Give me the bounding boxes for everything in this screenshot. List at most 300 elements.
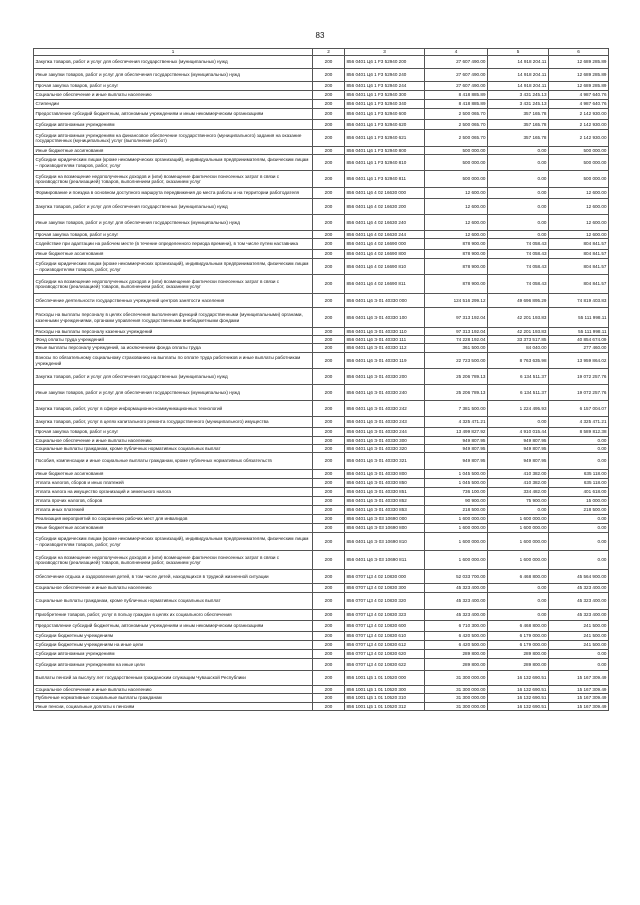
row-name-cell: Субсидии на возмещение недополученных доходов и (или) возмещение фактически понесенных затрат в связи с производством (реализацией) товаров, выполнением работ, оказанием услуг: [34, 171, 313, 188]
row-name-cell: Предоставление субсидий бюджетным, автономным учреждениям и иным некоммерческим организациям: [34, 621, 313, 632]
table-row: [34, 445, 609, 453]
row-approved-amount-cell: 97 313 192.04: [425, 328, 488, 336]
row-classification-code-cell: 856 0707 Ц3 4 02 10830 610: [345, 632, 425, 641]
table-row: [34, 385, 609, 401]
table-row: [34, 369, 609, 385]
row-code-cell: 200: [313, 109, 345, 120]
row-executed-amount-cell: 14 918 204.11: [488, 82, 549, 91]
row-name-cell: Социальное обеспечение и иные выплаты населению: [34, 584, 313, 593]
row-classification-code-cell: 856 0401 Ц6 Э 01 40330 000: [345, 294, 425, 308]
row-approved-amount-cell: 1 600 000.00: [425, 515, 488, 524]
table-row: [34, 294, 609, 308]
row-name-cell: Взносы по обязательному социальному страхованию на выплаты по оплате труда работников и иные выплаты работникам учреждений: [34, 353, 313, 369]
row-unexecuted-amount-cell: 15 167 309.49: [549, 703, 609, 711]
table-row: [34, 344, 609, 353]
row-executed-amount-cell: 16 132 690.51: [488, 703, 549, 711]
row-code-cell: 200: [313, 497, 345, 506]
row-classification-code-cell: 856 0401 Ц6 Э 01 40330 200: [345, 369, 425, 385]
row-approved-amount-cell: 949 807.95: [425, 437, 488, 445]
row-classification-code-cell: 856 0401 Ц6 Э 01 40330 800: [345, 470, 425, 479]
row-classification-code-cell: 856 0401 Ц6 Э 01 40330 100: [345, 308, 425, 328]
row-unexecuted-amount-cell: 277 460.00: [549, 344, 609, 353]
row-unexecuted-amount-cell: 45 564 900.00: [549, 570, 609, 584]
row-executed-amount-cell: 357 165.78: [488, 130, 549, 147]
row-code-cell: 200: [313, 584, 345, 593]
row-unexecuted-amount-cell: 0.00: [549, 515, 609, 524]
table-row: [34, 479, 609, 488]
row-code-cell: 200: [313, 91, 345, 100]
row-code-cell: 200: [313, 453, 345, 470]
table-row: [34, 199, 609, 215]
row-name-cell: Субсидии бюджетным учреждениям: [34, 632, 313, 641]
row-code-cell: 200: [313, 506, 345, 515]
row-code-cell: 200: [313, 155, 345, 171]
row-executed-amount-cell: 0.00: [488, 188, 549, 199]
row-approved-amount-cell: 31 300 000.00: [425, 686, 488, 694]
column-header-5: 5: [488, 49, 549, 56]
row-unexecuted-amount-cell: 45 323 400.00: [549, 584, 609, 593]
row-code-cell: 200: [313, 369, 345, 385]
row-approved-amount-cell: 45 323 400.00: [425, 584, 488, 593]
table-row: [34, 659, 609, 671]
table-row: [34, 428, 609, 437]
row-classification-code-cell: 856 0401 Ц6 Э 03 10690 800: [345, 524, 425, 533]
row-name-cell: Содействие при адаптации на рабочем месте (в течение определенного периода времени), в том числе путем наставника: [34, 239, 313, 250]
row-executed-amount-cell: 289 800.00: [488, 659, 549, 671]
row-code-cell: 200: [313, 328, 345, 336]
row-classification-code-cell: 856 0707 Ц3 4 02 10830 600: [345, 621, 425, 632]
row-classification-code-cell: 856 0401 Ц6 Э 01 40330 110: [345, 328, 425, 336]
row-unexecuted-amount-cell: 241 500.00: [549, 621, 609, 632]
row-approved-amount-cell: 12 600.00: [425, 231, 488, 239]
row-executed-amount-cell: 1 600 000.00: [488, 551, 549, 570]
row-name-cell: Социальные выплаты гражданам, кроме публичных нормативных социальных выплат: [34, 593, 313, 610]
row-approved-amount-cell: 90 900.00: [425, 497, 488, 506]
row-approved-amount-cell: 74 228 192.04: [425, 336, 488, 344]
table-row: [34, 171, 609, 188]
table-row: [34, 488, 609, 497]
row-name-cell: Социальное обеспечение и иные выплаты населению: [34, 437, 313, 445]
row-name-cell: Субсидии автономным учреждениям на финансовое обеспечение государственного (муниципального) задания на оказание государственных (муниципальных) услуг (выполнение работ): [34, 130, 313, 147]
row-code-cell: 200: [313, 239, 345, 250]
row-unexecuted-amount-cell: 0.00: [549, 659, 609, 671]
table-row: [34, 275, 609, 294]
row-approved-amount-cell: 1 600 000.00: [425, 551, 488, 570]
row-unexecuted-amount-cell: 500 000.00: [549, 171, 609, 188]
row-unexecuted-amount-cell: 0.00: [549, 551, 609, 570]
row-executed-amount-cell: 6 468 800.00: [488, 621, 549, 632]
row-classification-code-cell: 856 0401 Ц6 Э 01 40330 242: [345, 401, 425, 417]
row-executed-amount-cell: 0.00: [488, 417, 549, 428]
row-executed-amount-cell: 74 058.43: [488, 259, 549, 275]
row-code-cell: 200: [313, 120, 345, 130]
row-classification-code-cell: 856 0401 Ц6 1 F3 52940 200: [345, 56, 425, 69]
row-approved-amount-cell: 361 500.00: [425, 344, 488, 353]
row-classification-code-cell: 856 0401 Ц6 Э 03 10690 811: [345, 551, 425, 570]
row-classification-code-cell: 856 0401 Ц6 4 02 16630 244: [345, 231, 425, 239]
row-executed-amount-cell: 74 058.43: [488, 250, 549, 259]
row-approved-amount-cell: 289 800.00: [425, 659, 488, 671]
row-unexecuted-amount-cell: 74 819 403.83: [549, 294, 609, 308]
row-name-cell: Реализация мероприятий по сохранению рабочих мест для инвалидов: [34, 515, 313, 524]
row-unexecuted-amount-cell: 804 841.57: [549, 250, 609, 259]
row-classification-code-cell: 856 0401 Ц6 Э 01 40330 850: [345, 479, 425, 488]
row-name-cell: Субсидии юридическим лицам (кроме некоммерческих организаций), индивидуальным предпринимателям, физическим лицам – производителям товаров, работ, услуг: [34, 155, 313, 171]
row-approved-amount-cell: 949 807.95: [425, 453, 488, 470]
row-unexecuted-amount-cell: 2 142 930.00: [549, 130, 609, 147]
row-executed-amount-cell: 6 134 511.37: [488, 369, 549, 385]
row-classification-code-cell: 856 0401 Ц6 4 02 16630 000: [345, 188, 425, 199]
row-unexecuted-amount-cell: 0.00: [549, 453, 609, 470]
row-executed-amount-cell: 14 918 204.11: [488, 56, 549, 69]
row-code-cell: 200: [313, 632, 345, 641]
row-unexecuted-amount-cell: 15 167 309.49: [549, 694, 609, 703]
row-unexecuted-amount-cell: 12 600.00: [549, 231, 609, 239]
row-name-cell: Уплата прочих налогов, сборов: [34, 497, 313, 506]
row-approved-amount-cell: 8 418 885.89: [425, 91, 488, 100]
row-executed-amount-cell: 3 431 245.13: [488, 100, 549, 109]
row-classification-code-cell: 856 0707 Ц3 4 02 10830 612: [345, 641, 425, 650]
table-row: [34, 259, 609, 275]
table-row: [34, 336, 609, 344]
row-name-cell: Закупка товаров, работ и услуг для обеспечения государственных (муниципальных) нужд: [34, 199, 313, 215]
row-classification-code-cell: 856 0401 Ц6 1 F3 52940 244: [345, 82, 425, 91]
row-unexecuted-amount-cell: 804 841.57: [549, 259, 609, 275]
row-approved-amount-cell: 2 500 065.70: [425, 120, 488, 130]
row-unexecuted-amount-cell: 6 157 004.07: [549, 401, 609, 417]
row-code-cell: 200: [313, 259, 345, 275]
row-unexecuted-amount-cell: 45 323 400.00: [549, 593, 609, 610]
row-approved-amount-cell: 12 600.00: [425, 215, 488, 231]
row-classification-code-cell: 856 0401 Ц6 1 F3 52940 340: [345, 100, 425, 109]
row-name-cell: Иные пенсии, социальные доплаты к пенсиям: [34, 703, 313, 711]
row-approved-amount-cell: 1 600 000.00: [425, 524, 488, 533]
table-row: [34, 533, 609, 551]
row-name-cell: Прочая закупка товаров, работ и услуг: [34, 428, 313, 437]
row-name-cell: Уплата налога на имущество организаций и земельного налога: [34, 488, 313, 497]
row-executed-amount-cell: 0.00: [488, 610, 549, 621]
table-row: [34, 155, 609, 171]
row-executed-amount-cell: 1 600 000.00: [488, 533, 549, 551]
row-code-cell: 200: [313, 294, 345, 308]
row-approved-amount-cell: 500 000.00: [425, 147, 488, 155]
row-approved-amount-cell: 45 323 400.00: [425, 593, 488, 610]
row-unexecuted-amount-cell: 19 072 257.76: [549, 385, 609, 401]
table-row: [34, 453, 609, 470]
row-classification-code-cell: 856 1001 Ц5 1 01 10520 312: [345, 703, 425, 711]
row-code-cell: 200: [313, 671, 345, 686]
column-header-2: 2: [313, 49, 345, 56]
row-name-cell: Социальные выплаты гражданам, кроме публичных нормативных социальных выплат: [34, 445, 313, 453]
row-unexecuted-amount-cell: 0.00: [549, 437, 609, 445]
table-row: [34, 621, 609, 632]
row-code-cell: 200: [313, 130, 345, 147]
row-name-cell: Фонд оплаты труда учреждений: [34, 336, 313, 344]
table-row: [34, 231, 609, 239]
row-approved-amount-cell: 218 500.00: [425, 506, 488, 515]
row-unexecuted-amount-cell: 241 500.00: [549, 632, 609, 641]
row-code-cell: 200: [313, 100, 345, 109]
row-name-cell: Субсидии автономным учреждениям: [34, 650, 313, 659]
row-approved-amount-cell: 1 045 500.00: [425, 479, 488, 488]
table-row: [34, 100, 609, 109]
row-unexecuted-amount-cell: 0.00: [549, 650, 609, 659]
row-name-cell: Социальное обеспечение и иные выплаты населению: [34, 686, 313, 694]
table-row: [34, 686, 609, 694]
row-name-cell: Выплаты пенсий за выслугу лет государственным гражданским служащим Чувашской Республики: [34, 671, 313, 686]
table-body: [34, 56, 609, 711]
column-header-4: 4: [425, 49, 488, 56]
row-unexecuted-amount-cell: 45 323 400.00: [549, 610, 609, 621]
row-code-cell: 200: [313, 533, 345, 551]
row-approved-amount-cell: 13 499 827.92: [425, 428, 488, 437]
table-row: [34, 215, 609, 231]
row-unexecuted-amount-cell: 2 142 930.00: [549, 109, 609, 120]
row-unexecuted-amount-cell: 804 841.57: [549, 239, 609, 250]
row-code-cell: 200: [313, 344, 345, 353]
row-name-cell: Обеспечение отдыха и оздоровления детей, в том числе детей, находящихся в трудной жизненной ситуации: [34, 570, 313, 584]
row-approved-amount-cell: 878 900.00: [425, 239, 488, 250]
row-unexecuted-amount-cell: 55 111 998.11: [549, 328, 609, 336]
table-row: [34, 353, 609, 369]
row-approved-amount-cell: 8 418 885.89: [425, 100, 488, 109]
table-row: [34, 437, 609, 445]
row-approved-amount-cell: 31 300 000.00: [425, 671, 488, 686]
row-name-cell: Расходы на выплаты персоналу казенных учреждений: [34, 328, 313, 336]
row-code-cell: 200: [313, 570, 345, 584]
row-approved-amount-cell: 1 045 500.00: [425, 470, 488, 479]
table-row: [34, 524, 609, 533]
row-classification-code-cell: 856 0401 Ц6 Э 01 40330 112: [345, 344, 425, 353]
row-name-cell: Прочая закупка товаров, работ и услуг: [34, 82, 313, 91]
table-row: [34, 56, 609, 69]
row-executed-amount-cell: 6 179 000.00: [488, 641, 549, 650]
row-approved-amount-cell: 1 600 000.00: [425, 533, 488, 551]
table-row: [34, 239, 609, 250]
page-number: 83: [315, 31, 325, 40]
table-row: [34, 641, 609, 650]
row-classification-code-cell: 856 0401 Ц6 4 02 16630 240: [345, 215, 425, 231]
row-unexecuted-amount-cell: 0.00: [549, 524, 609, 533]
row-name-cell: Иные бюджетные ассигнования: [34, 470, 313, 479]
row-classification-code-cell: 856 0707 Ц3 4 02 10830 323: [345, 610, 425, 621]
row-code-cell: 200: [313, 437, 345, 445]
row-classification-code-cell: 856 0401 Ц6 4 02 16690 000: [345, 239, 425, 250]
table-row: [34, 671, 609, 686]
row-executed-amount-cell: 357 165.78: [488, 109, 549, 120]
row-classification-code-cell: 856 0401 Ц6 4 02 16630 200: [345, 199, 425, 215]
row-approved-amount-cell: 124 516 299.12: [425, 294, 488, 308]
row-classification-code-cell: 856 0401 Ц6 Э 01 40330 240: [345, 385, 425, 401]
table-row: [34, 109, 609, 120]
row-name-cell: Уплата налогов, сборов и иных платежей: [34, 479, 313, 488]
row-executed-amount-cell: 74 058.43: [488, 275, 549, 294]
row-classification-code-cell: 856 0707 Ц3 4 02 10830 000: [345, 570, 425, 584]
row-classification-code-cell: 856 0401 Ц6 4 02 16690 800: [345, 250, 425, 259]
row-classification-code-cell: 856 0401 Ц6 1 F3 52940 810: [345, 155, 425, 171]
table-row: [34, 147, 609, 155]
row-approved-amount-cell: 97 313 192.04: [425, 308, 488, 328]
row-name-cell: Закупка товаров, работ и услуг для обеспечения государственных (муниципальных) нужд: [34, 56, 313, 69]
row-executed-amount-cell: 16 132 690.51: [488, 694, 549, 703]
row-executed-amount-cell: 410 382.00: [488, 470, 549, 479]
row-name-cell: Субсидии автономным учреждениям на иные цели: [34, 659, 313, 671]
row-code-cell: 200: [313, 524, 345, 533]
row-classification-code-cell: 856 0401 Ц6 Э 01 40330 111: [345, 336, 425, 344]
row-executed-amount-cell: 0.00: [488, 215, 549, 231]
row-name-cell: Социальное обеспечение и иные выплаты населению: [34, 91, 313, 100]
table-row: [34, 584, 609, 593]
row-classification-code-cell: 856 0401 Ц6 1 F3 52940 600: [345, 109, 425, 120]
table-row: [34, 250, 609, 259]
table-row: [34, 506, 609, 515]
row-classification-code-cell: 856 0401 Ц6 1 F3 52940 811: [345, 171, 425, 188]
row-approved-amount-cell: 6 420 500.00: [425, 632, 488, 641]
row-executed-amount-cell: 42 201 193.83: [488, 328, 549, 336]
row-unexecuted-amount-cell: 0.00: [549, 533, 609, 551]
row-approved-amount-cell: 27 607 490.00: [425, 69, 488, 82]
row-code-cell: 200: [313, 215, 345, 231]
row-executed-amount-cell: 1 600 000.00: [488, 524, 549, 533]
row-code-cell: 200: [313, 593, 345, 610]
row-unexecuted-amount-cell: 8 589 812.38: [549, 428, 609, 437]
row-code-cell: 200: [313, 275, 345, 294]
row-executed-amount-cell: 0.00: [488, 171, 549, 188]
row-code-cell: 200: [313, 308, 345, 328]
table-row: [34, 570, 609, 584]
row-name-cell: Формирование и поездка в основном доступного маршрута передвижения до места работы и на территории работодателя: [34, 188, 313, 199]
row-code-cell: 200: [313, 56, 345, 69]
row-name-cell: Прочая закупка товаров, работ и услуг: [34, 231, 313, 239]
table-row: [34, 650, 609, 659]
row-classification-code-cell: 856 0401 Ц6 1 F3 52940 800: [345, 147, 425, 155]
table-row: [34, 515, 609, 524]
row-code-cell: 200: [313, 82, 345, 91]
row-code-cell: 200: [313, 428, 345, 437]
column-header-1: 1: [34, 49, 313, 56]
row-unexecuted-amount-cell: 12 600.00: [549, 188, 609, 199]
row-approved-amount-cell: 31 300 000.00: [425, 694, 488, 703]
row-name-cell: Иные выплаты персоналу учреждений, за исключением фонда оплаты труда: [34, 344, 313, 353]
row-executed-amount-cell: 8 763 635.98: [488, 353, 549, 369]
row-approved-amount-cell: 12 600.00: [425, 188, 488, 199]
column-header-6: 6: [549, 49, 609, 56]
table-row: [34, 470, 609, 479]
table-row: [34, 694, 609, 703]
row-code-cell: 200: [313, 250, 345, 259]
row-name-cell: Приобретение товаров, работ, услуг в пользу граждан в целях их социального обеспечения: [34, 610, 313, 621]
row-approved-amount-cell: 4 325 471.21: [425, 417, 488, 428]
row-executed-amount-cell: 3 431 245.13: [488, 91, 549, 100]
row-executed-amount-cell: 0.00: [488, 155, 549, 171]
row-code-cell: 200: [313, 417, 345, 428]
table-row: [34, 188, 609, 199]
row-executed-amount-cell: 33 373 517.85: [488, 336, 549, 344]
row-unexecuted-amount-cell: 635 118.00: [549, 479, 609, 488]
table-row: [34, 632, 609, 641]
table-row: [34, 401, 609, 417]
table-row: [34, 69, 609, 82]
row-executed-amount-cell: 949 807.95: [488, 437, 549, 445]
table-row: [34, 120, 609, 130]
row-name-cell: Субсидии автономным учреждениям: [34, 120, 313, 130]
row-code-cell: 200: [313, 385, 345, 401]
row-classification-code-cell: 856 0401 Ц6 Э 01 40330 320: [345, 445, 425, 453]
row-code-cell: 200: [313, 694, 345, 703]
row-executed-amount-cell: 49 696 895.29: [488, 294, 549, 308]
table-row: [34, 497, 609, 506]
row-classification-code-cell: 856 0401 Ц6 Э 01 40330 244: [345, 428, 425, 437]
row-executed-amount-cell: 949 807.95: [488, 445, 549, 453]
row-classification-code-cell: 856 0401 Ц6 Э 03 10690 000: [345, 515, 425, 524]
row-unexecuted-amount-cell: 13 959 864.02: [549, 353, 609, 369]
row-approved-amount-cell: 27 607 490.00: [425, 82, 488, 91]
row-code-cell: 200: [313, 515, 345, 524]
row-approved-amount-cell: 878 900.00: [425, 259, 488, 275]
row-name-cell: Пособия, компенсации и иные социальные выплаты гражданам, кроме публичных нормативных обязательств: [34, 453, 313, 470]
row-code-cell: 200: [313, 703, 345, 711]
row-approved-amount-cell: 500 000.00: [425, 155, 488, 171]
row-approved-amount-cell: 22 723 500.00: [425, 353, 488, 369]
row-classification-code-cell: 856 0401 Ц6 Э 01 40330 853: [345, 506, 425, 515]
table-row: [34, 593, 609, 610]
row-approved-amount-cell: 25 206 789.13: [425, 369, 488, 385]
row-classification-code-cell: 856 0401 Ц6 1 F3 52940 240: [345, 69, 425, 82]
row-code-cell: 200: [313, 401, 345, 417]
row-name-cell: Закупка товаров, работ и услуг для обеспечения государственных (муниципальных) нужд: [34, 369, 313, 385]
table-row: [34, 308, 609, 328]
row-executed-amount-cell: 0.00: [488, 147, 549, 155]
table-row: [34, 610, 609, 621]
row-executed-amount-cell: 4 910 015.44: [488, 428, 549, 437]
row-executed-amount-cell: 949 807.95: [488, 453, 549, 470]
row-name-cell: Иные закупки товаров, работ и услуг для обеспечения государственных (муниципальных) нужд: [34, 215, 313, 231]
row-unexecuted-amount-cell: 804 841.57: [549, 275, 609, 294]
row-classification-code-cell: 856 0401 Ц6 4 02 16690 811: [345, 275, 425, 294]
row-code-cell: 200: [313, 686, 345, 694]
row-code-cell: 200: [313, 147, 345, 155]
row-unexecuted-amount-cell: 401 618.00: [549, 488, 609, 497]
row-approved-amount-cell: 289 800.00: [425, 650, 488, 659]
row-unexecuted-amount-cell: 15 000.00: [549, 497, 609, 506]
row-classification-code-cell: 856 0401 Ц6 Э 01 40330 321: [345, 453, 425, 470]
row-name-cell: Расходы на выплаты персоналу в целях обеспечения выполнения функций государственными (муниципальными) органами, казенными учреждениями, органами управления государственными внебюджетными фондами: [34, 308, 313, 328]
row-executed-amount-cell: 16 132 690.51: [488, 686, 549, 694]
row-unexecuted-amount-cell: 2 142 930.00: [549, 120, 609, 130]
row-code-cell: 200: [313, 231, 345, 239]
row-unexecuted-amount-cell: 218 500.00: [549, 506, 609, 515]
row-classification-code-cell: 856 0707 Ц3 4 02 10830 620: [345, 650, 425, 659]
row-executed-amount-cell: 16 132 690.51: [488, 671, 549, 686]
row-code-cell: 200: [313, 641, 345, 650]
row-name-cell: Субсидии юридическим лицам (кроме некоммерческих организаций), индивидуальным предпринимателям, физическим лицам – производителям товаров, работ, услуг: [34, 259, 313, 275]
row-unexecuted-amount-cell: 40 854 674.09: [549, 336, 609, 344]
column-number-row: [34, 49, 609, 56]
row-unexecuted-amount-cell: 19 072 257.76: [549, 369, 609, 385]
row-executed-amount-cell: 6 468 800.00: [488, 570, 549, 584]
row-approved-amount-cell: 736 100.00: [425, 488, 488, 497]
row-executed-amount-cell: 42 201 193.83: [488, 308, 549, 328]
budget-execution-table: [33, 48, 609, 711]
column-header-3: 3: [345, 49, 425, 56]
row-name-cell: Уплата иных платежей: [34, 506, 313, 515]
row-executed-amount-cell: 6 179 000.00: [488, 632, 549, 641]
row-unexecuted-amount-cell: 4 987 640.76: [549, 91, 609, 100]
row-unexecuted-amount-cell: 500 000.00: [549, 147, 609, 155]
row-executed-amount-cell: 1 224 495.93: [488, 401, 549, 417]
row-unexecuted-amount-cell: 12 689 285.89: [549, 56, 609, 69]
row-unexecuted-amount-cell: 12 689 285.89: [549, 82, 609, 91]
